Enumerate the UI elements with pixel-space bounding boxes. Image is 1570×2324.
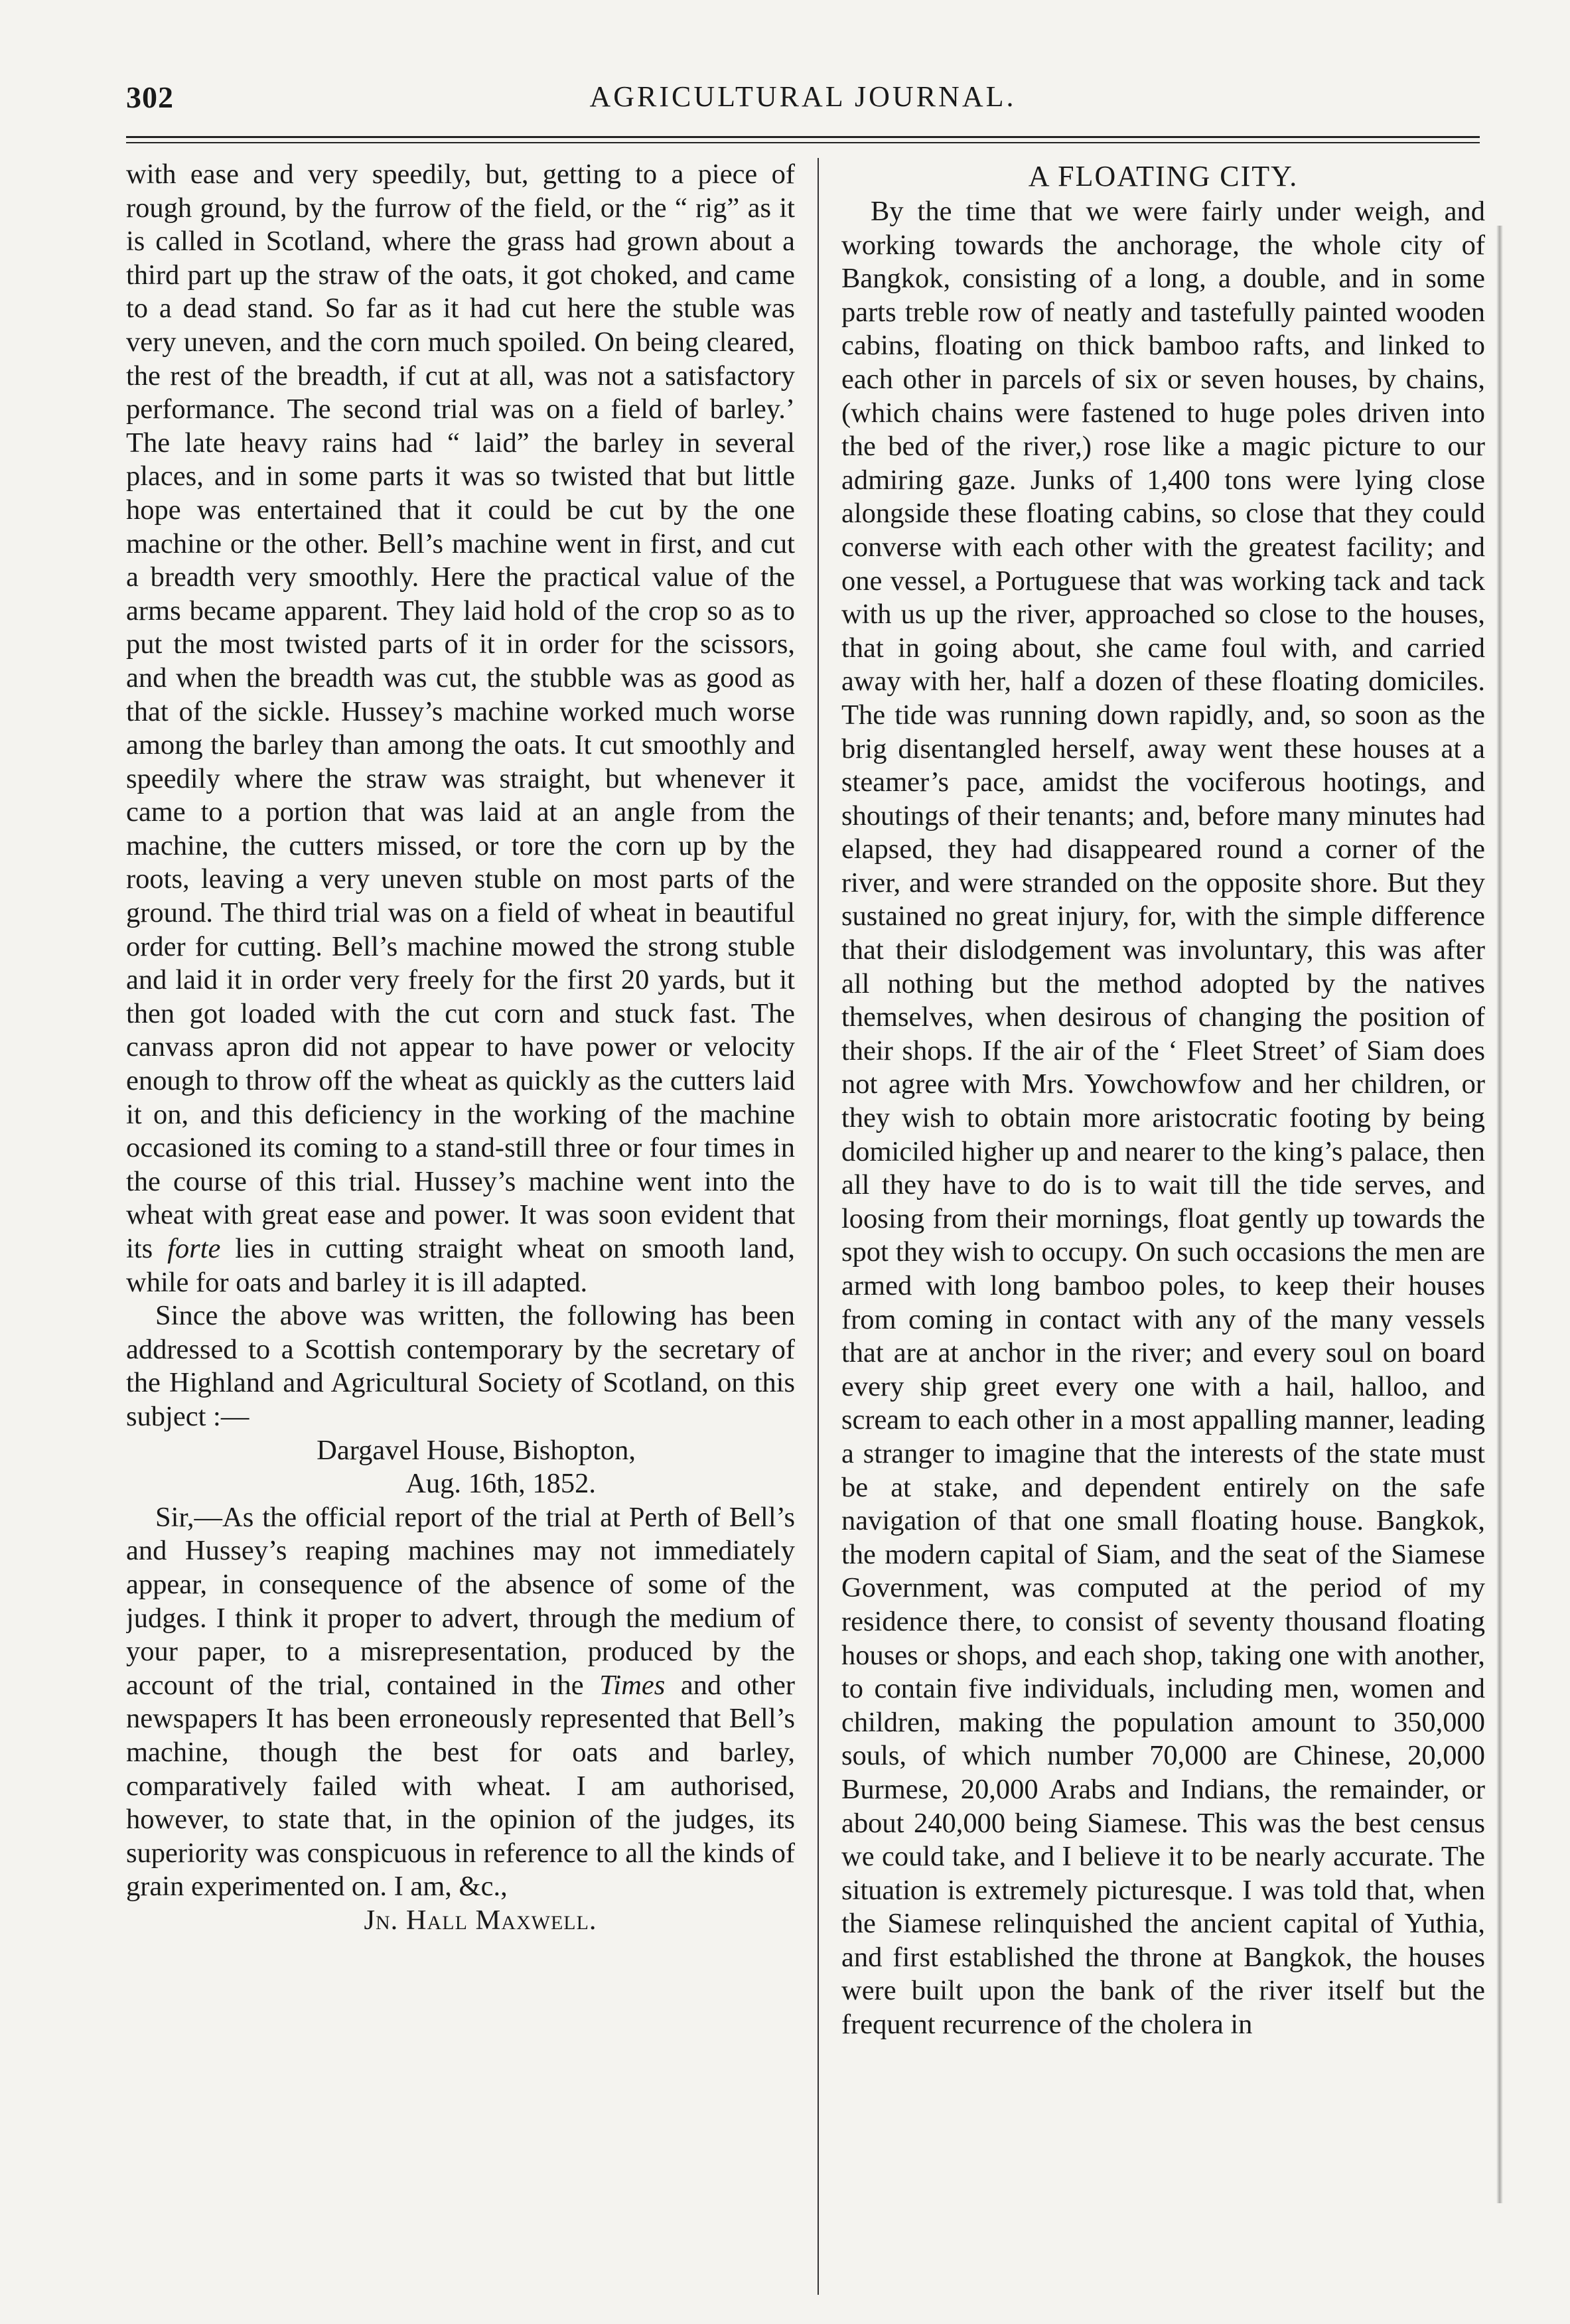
letter-body-start: Sir,—As the official report of the trial at Perth of Bell’s and Hussey’s reaping machines may not immediately appear, in consequence of the absence of some of the judges. I think it proper to advert, through the medium of your paper, to a misrepresentation, produced by the account of the trial, contained in the (126, 1501, 795, 1701)
page-header (126, 80, 1480, 126)
letter-body (126, 1501, 795, 1904)
reaper-trial-text-end: lies in cutting straight wheat on smooth land, while for oats and barley it is ill adapted. (126, 1233, 795, 1298)
floating-city-body: By the time that we were fairly under weigh, and working towards the anchorage, the whole city of Bangkok, consisting of a long, a double, and in some parts treble row of neatly and tastefully painted wooden cabins, floating on thick bamboo rafts, and linked to each other in parcels of six or seven houses, by chains, (which chains were fastened to huge poles driven into the bed of the river,) rose like a magic picture to our admiring gaze. Junks of 1,400 tons were lying close alongside these floating cabins, so close that they could converse with each other with the greatest facility; and one vessel, a Portuguese that was working tack and tack with us up the river, approached so close to the houses, that in going about, she came foul with, and carried away with her, half a dozen of these floating domiciles. The tide was running down rapidly, and, so soon as the brig disentangled herself, away went these houses at a steamer’s pace, amidst the vociferous hootings, and shoutings of their tenants; and, before many minutes had elapsed, they had disappeared round a corner of the river, and were stranded on the opposite shore. But they sustained no great injury, for, with the simple difference that their dislodgement was involuntary, this was after all nothing but the method adopted by the natives themselves, when desirous of changing the position of their shops. If the air of the ‘ Fleet Street’ of Siam does not agree with Mrs. Yowchowfow and her children, or they wish to obtain more aristocratic footing by being domiciled higher up and nearer to the king’s palace, then all they have to do is to wait till the tide serves, and loosing from their mornings, float gently up towards the spot they wish to occupy. On such occasions the men are armed with long bamboo poles, to keep their houses from coming in contact with any of the many vessels that are at anchor in the river; and every soul on board every ship greet every one with a hail, halloo, and scream to each other in a most appalling manner, leading a stranger to imagine that the interests of the state must be at stake, and dependent entirely on the safe navigation of that one small floating house. Bangkok, the modern capital of Siam, and the seat of the Siamese Government, was computed at the period of my residence there, to consist of seventy thousand floating houses or shops, and each shop, taking one with another, to contain five individuals, including men, women and children, making the population amount to 350,000 souls, of which number 70,000 are Chinese, 20,000 Burmese, 20,000 Arabs and Indians, the remainder, or about 240,000 being Siamese. This was the best census we could take, and I believe it to be nearly accurate. The situation is extremely picturesque. I was told that, when the Siamese relinquished the ancient capital of Yuthia, and first established the throne at Bangkok, the houses were built upon the bank of the river itself but the frequent recurrence of the cholera in (841, 196, 1485, 2041)
page-edge-shadow (1496, 226, 1503, 2203)
right-column (841, 158, 1485, 2301)
article-title: A FLOATING CITY. (1028, 160, 1299, 192)
letter-date: Aug. 16th, 1852. (405, 1468, 596, 1500)
header-rule-top (126, 136, 1480, 138)
letter-place: Dargavel House, Bishopton, (317, 1434, 636, 1466)
letter-intro-paragraph: Since the above was written, the following has been addressed to a Scottish contemporary by the secretary of the Highland and Agricultural Society of Scotland, on this subject :— (126, 1300, 795, 1432)
header-rule-bottom (126, 142, 1480, 143)
letter-signature: Jn. Hall Maxwell. (364, 1904, 597, 1936)
letter-body-end: and other newspapers It has been erroneously represented that Bell’s machine, though the best for oats and barley, comparatively failed with wheat. I am authorised, however, to state that, in the opinion of the judges, its superiority was conspicuous in reference to all the kinds of grain experimented on. I am, &c., (126, 1669, 795, 1903)
reaper-trial-paragraph (126, 158, 795, 1299)
page-number: 302 (126, 80, 174, 114)
left-column (126, 158, 795, 2301)
times-word: Times (599, 1669, 666, 1701)
running-title: AGRICULTURAL JOURNAL. (589, 80, 1017, 113)
reaper-trial-text: with ease and very speedily, but, getting to a piece of rough ground, by the furrow of the field, or the “ rig” as it is called in Scotland, where the grass had grown about a third part up the straw of the oats, it got choked, and came to a dead stand. So far as it had cut here the stuble was very uneven, and the corn much spoiled. On being cleared, the rest of the breadth, if cut at all, was not a satisfactory performance. The second trial was on a field of barley.’ The late heavy rains had “ laid” the barley in several places, and in some parts it was so twisted that but little hope was entertained that it could be cut by the one machine or the other. Bell’s machine went in first, and cut a breadth very smoothly. Here the practical value of the arms became apparent. They laid hold of the crop so as to put the most twisted parts of it in order for the scissors, and when the breadth was cut, the stubble was as good as that of the sickle. Hussey’s machine worked much worse among the barley than among the oats. It cut smoothly and speedily where the straw was straight, but whenever it came to a portion that was laid at an angle from the machine, the cutters missed, or tore the corn up by the roots, leaving a very uneven stuble on most parts of the ground. The third trial was on a field of wheat in beautiful order for cutting. Bell’s machine mowed the strong stuble and laid it in order very freely for the first 20 yards, but it then got loaded with the cut corn and stuck fast. The canvass apron did not appear to have power or velocity enough to throw off the wheat as quickly as the cutters laid it on, and this deficiency in the working of the machine occasioned its coming to a stand-still three or four times in the course of this trial. Hussey’s machine went into the wheat with great ease and power. It was soon evident that its (126, 159, 795, 1264)
column-divider (818, 158, 819, 2295)
forte-word: forte (167, 1233, 221, 1264)
